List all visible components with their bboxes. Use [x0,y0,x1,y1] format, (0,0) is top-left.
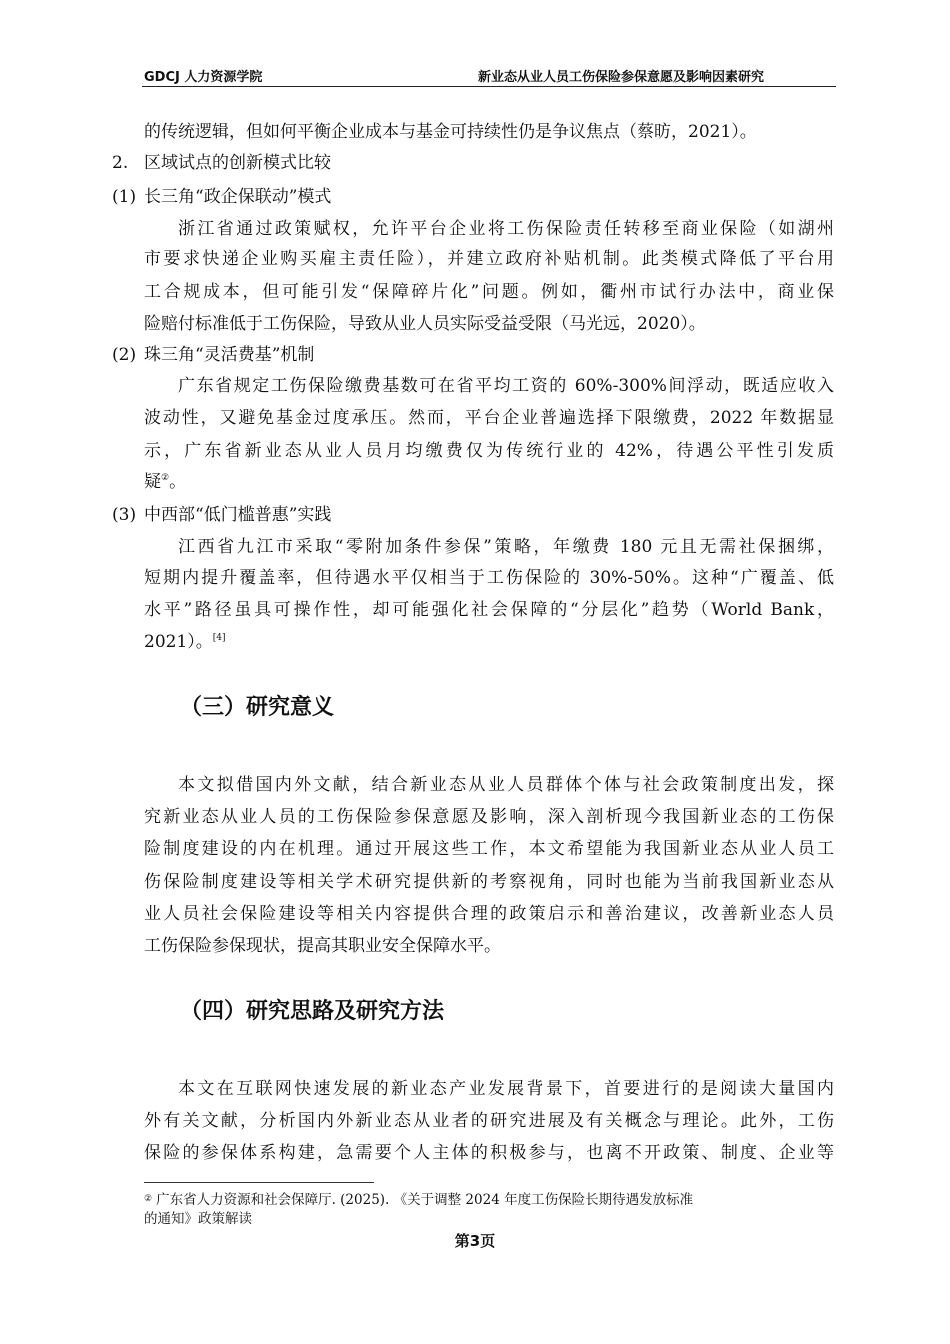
footnote-text: 广东省人力资源和社会保障厅. (2025). 《关于调整 2024 年度工伤保险长期待遇发放标准 [156,1192,694,1208]
paragraph-line: 浙江省通过政策赋权，允许平台企业将工伤保险责任转移至商业保险（如湖州 [178,219,834,239]
list-item-2 [112,152,331,174]
paragraph-text: 疑 [144,472,161,492]
paragraph-text: 2021）。 [144,632,213,652]
sub-item-text: 珠三角“灵活费基”机制 [144,345,315,365]
section-heading-4: （四）研究思路及研究方法 [180,999,445,1024]
paragraph-line: 工伤保险参保现状，提高其职业安全保障水平。 [144,936,501,956]
paragraph-line: 示，广东省新业态从业人员月均缴费仅为传统行业的 42%，待遇公平性引发质 [144,441,834,461]
sub-item-text: 长三角“政企保联动”模式 [144,187,332,207]
paragraph-line: 本文在互联网快速发展的新业态产业发展背景下，首要进行的是阅读大量国内 [178,1079,834,1099]
paragraph-line: 保险的参保体系构建，急需要个人主体的积极参与，也离不开政策、制度、企业等 [144,1143,834,1163]
paragraph-line: 险制度建设的内在机理。通过开展这些工作，本文希望能为我国新业态从业人员工 [144,839,834,859]
list-item-number: 2. [112,153,129,173]
page-number: 第3页 [454,1232,496,1250]
paragraph-line: 险赔付标准低于工伤保险，导致从业人员实际受益受限（马光远，2020）。 [144,314,706,334]
sub-item-3 [112,504,331,526]
paragraph-line: 水平”路径虽具可操作性，却可能强化社会保障的“分层化”趋势（World Bank， [144,600,834,620]
paragraph-line: 伤保险制度建设等相关学术研究提供新的考察视角，同时也能为当前我国新业态从 [144,872,834,892]
paragraph-line [144,631,834,653]
header-right-title: 新业态从业人员工伤保险参保意愿及影响因素研究 [477,70,764,85]
paragraph-line: 江西省九江市采取“零附加条件参保”策略，年缴费 180 元且无需社保捆绑， [178,537,834,557]
header-left-title: GDCJ 人力资源学院 [144,70,263,85]
paragraph-line: 本文拟借国内外文献，结合新业态从业人员群体个体与社会政策制度出发，探 [178,775,834,795]
paragraph-line: 波动性，又避免基金过度承压。然而，平台企业普遍选择下限缴费，2022 年数据显 [144,408,834,428]
paragraph-text: 。 [169,472,187,492]
section-heading-3: （三）研究意义 [180,695,335,720]
sub-item-1 [112,186,331,208]
sub-item-text: 中西部“低门槛普惠”实践 [144,505,332,525]
sub-item-number: (2) [112,345,137,365]
list-item-text: 区域试点的创新模式比较 [144,153,331,173]
sub-item-number: (3) [112,505,137,525]
paragraph-line: 工合规成本，但可能引发“保障碎片化”问题。例如，衢州市试行办法中，商业保 [144,282,834,302]
paragraph-line: 业人员社会保险建设等相关内容提供合理的政策启示和善治建议，改善新业态人员 [144,904,834,924]
paragraph-line: 广东省规定工伤保险缴费基数可在省平均工资的 60%-300%间浮动，既适应收入 [178,376,834,396]
paragraph-line: 究新业态从业人员的工伤保险参保意愿及影响，深入剖析现今我国新业态的工伤保 [144,807,834,827]
sub-item-2 [112,344,314,366]
paragraph-line: 市要求快递企业购买雇主责任险），并建立政府补贴机制。此类模式降低了平台用 [144,249,834,269]
header-rule [142,86,836,87]
paragraph-line: 短期内提升覆盖率，但待遇水平仅相当于工伤保险的 30%-50%。这种“广覆盖、低 [144,568,834,588]
footnote-rule [144,1182,374,1183]
footnote-line: 的通知》政策解读 [144,1211,252,1227]
sub-item-number: (1) [112,187,137,207]
footnote-reference[interactable]: ② [161,473,170,483]
paragraph-line [144,471,834,493]
citation-reference[interactable]: [4] [212,633,226,643]
paragraph-line: 外有关文献，分析国内外新业态从业者的研究进展及有关概念与理论。此外，工伤 [144,1111,834,1131]
body-line: 的传统逻辑，但如何平衡企业成本与基金可持续性仍是争议焦点（蔡昉，2021）。 [144,122,757,142]
footnote-mark: ② [144,1194,153,1204]
footnote-line [144,1190,693,1209]
